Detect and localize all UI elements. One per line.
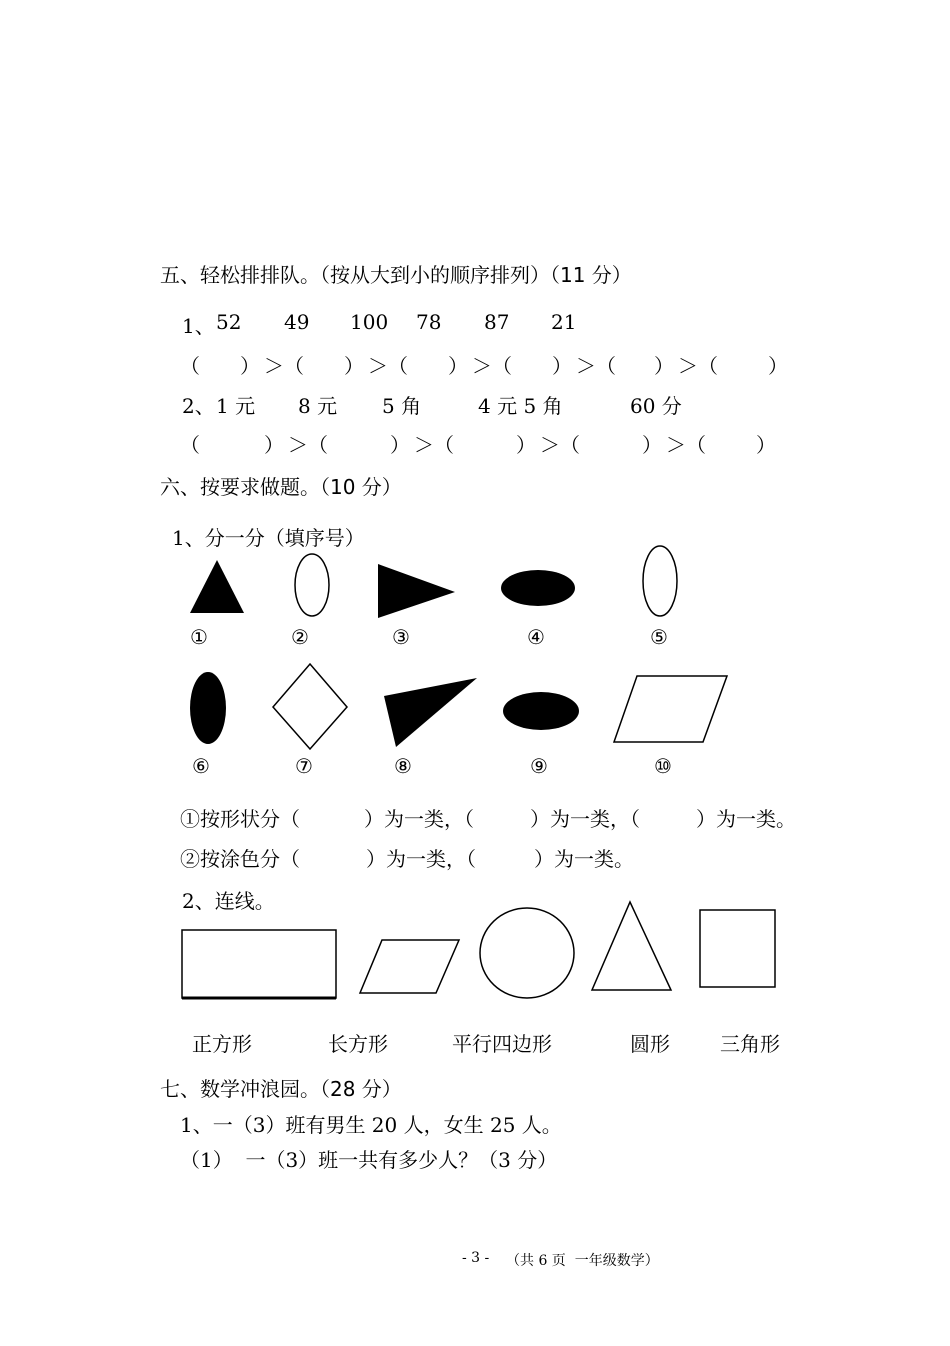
section7-title: 七、数学冲浪园。（28 分）: [160, 1077, 402, 1101]
open-paren: （: [698, 354, 718, 378]
footer-note: （共 6 页 一年级数学）: [506, 1253, 659, 1269]
close-paren: ）: [344, 354, 364, 378]
open-paren: （: [284, 354, 304, 378]
section7-q1-sub1: （1） 一（3）班一共有多少人？（3 分）: [180, 1148, 558, 1172]
by-color-end: ）为一类。: [534, 847, 634, 871]
shape-label: ⑤: [650, 625, 668, 649]
open-paren: （: [180, 433, 200, 457]
greater-than: ＞: [576, 354, 596, 378]
q1-number: 87: [484, 310, 510, 334]
greater-than: ＞: [666, 433, 686, 457]
by-shape-mid: ）为一类，（: [364, 807, 474, 831]
open-paren: （: [434, 433, 454, 457]
section7-q1: 1、一（3）班有男生 20 人，女生 25 人。: [180, 1113, 562, 1137]
shape-label: ⑧: [394, 754, 412, 778]
by-color-mid: ）为一类，（: [366, 847, 476, 871]
close-paren: ）: [390, 433, 410, 457]
open-paren: （: [492, 354, 512, 378]
outline-ellipse-shape: [640, 544, 680, 618]
q1-number: 21: [551, 310, 577, 334]
rectangle-shape: [180, 928, 340, 1002]
greater-than: ＞: [472, 354, 492, 378]
open-paren: （: [308, 433, 328, 457]
open-paren: （: [596, 354, 616, 378]
greater-than: ＞: [368, 354, 388, 378]
triangle-shape: [590, 900, 674, 994]
q2-item: 1 元: [216, 394, 256, 418]
parallelogram-shape: [358, 938, 462, 996]
filled-ellipse-shape: [188, 670, 228, 746]
close-paren: ）: [768, 354, 788, 378]
greater-than: ＞: [414, 433, 434, 457]
q1-number: 52: [216, 310, 242, 334]
filled-ellipse-shape: [500, 568, 576, 608]
square-shape: [698, 908, 778, 990]
close-paren: ）: [516, 433, 536, 457]
name-rectangle: 长方形: [328, 1032, 388, 1056]
greater-than: ＞: [678, 354, 698, 378]
shape-label: ⑨: [530, 754, 548, 778]
by-shape-prefix: ①按形状分（: [180, 807, 300, 831]
open-paren: （: [686, 433, 706, 457]
q2-item: 8 元: [298, 394, 338, 418]
section5-title: 五、轻松排排队。（按从大到小的顺序排列）（11 分）: [160, 263, 632, 287]
close-paren: ）: [642, 433, 662, 457]
page-number: - 3 -: [462, 1250, 490, 1266]
name-parallelogram: 平行四边形: [452, 1032, 552, 1056]
q2-item: 4 元 5 角: [478, 394, 563, 418]
close-paren: ）: [448, 354, 468, 378]
q1-number: 78: [416, 310, 442, 334]
by-shape-mid: ）为一类，（: [530, 807, 640, 831]
outline-rhombus-shape: [270, 662, 350, 752]
close-paren: ）: [654, 354, 674, 378]
by-color-prefix: ②按涂色分（: [180, 847, 300, 871]
q2-item: 5 角: [382, 394, 422, 418]
filled-triangle-shape: [382, 676, 480, 750]
shape-label: ③: [392, 625, 410, 649]
greater-than: ＞: [288, 433, 308, 457]
q2-prefix: 2、: [182, 394, 215, 418]
shape-label: ⑩: [654, 754, 672, 778]
shape-label: ②: [291, 625, 309, 649]
name-triangle: 三角形: [720, 1032, 780, 1056]
q1-title: 1、分一分（填序号）: [172, 526, 365, 550]
greater-than: ＞: [540, 433, 560, 457]
shape-label: ④: [527, 625, 545, 649]
by-shape-end: ）为一类。: [696, 807, 796, 831]
close-paren: ）: [240, 354, 260, 378]
name-square: 正方形: [192, 1032, 252, 1056]
open-paren: （: [560, 433, 580, 457]
q2-title: 2、连线。: [182, 889, 275, 913]
close-paren: ）: [264, 433, 284, 457]
q2-item: 60 分: [630, 394, 682, 418]
name-circle: 圆形: [630, 1032, 670, 1056]
circle-shape: [478, 906, 578, 1000]
shape-label: ⑥: [192, 754, 210, 778]
open-paren: （: [180, 354, 200, 378]
q1-prefix: 1、: [182, 314, 215, 338]
filled-ellipse-shape: [502, 690, 580, 732]
q1-number: 49: [284, 310, 310, 334]
section6-title: 六、按要求做题。（10 分）: [160, 475, 402, 499]
close-paren: ）: [552, 354, 572, 378]
outline-parallelogram-shape: [612, 674, 730, 746]
open-paren: （: [388, 354, 408, 378]
filled-triangle-shape: [376, 562, 458, 620]
outline-ellipse-shape: [292, 552, 332, 618]
close-paren: ）: [756, 433, 776, 457]
q1-number: 100: [350, 310, 389, 334]
greater-than: ＞: [264, 354, 284, 378]
shape-label: ⑦: [295, 754, 313, 778]
shape-label: ①: [190, 625, 208, 649]
filled-triangle-shape: [188, 558, 246, 616]
